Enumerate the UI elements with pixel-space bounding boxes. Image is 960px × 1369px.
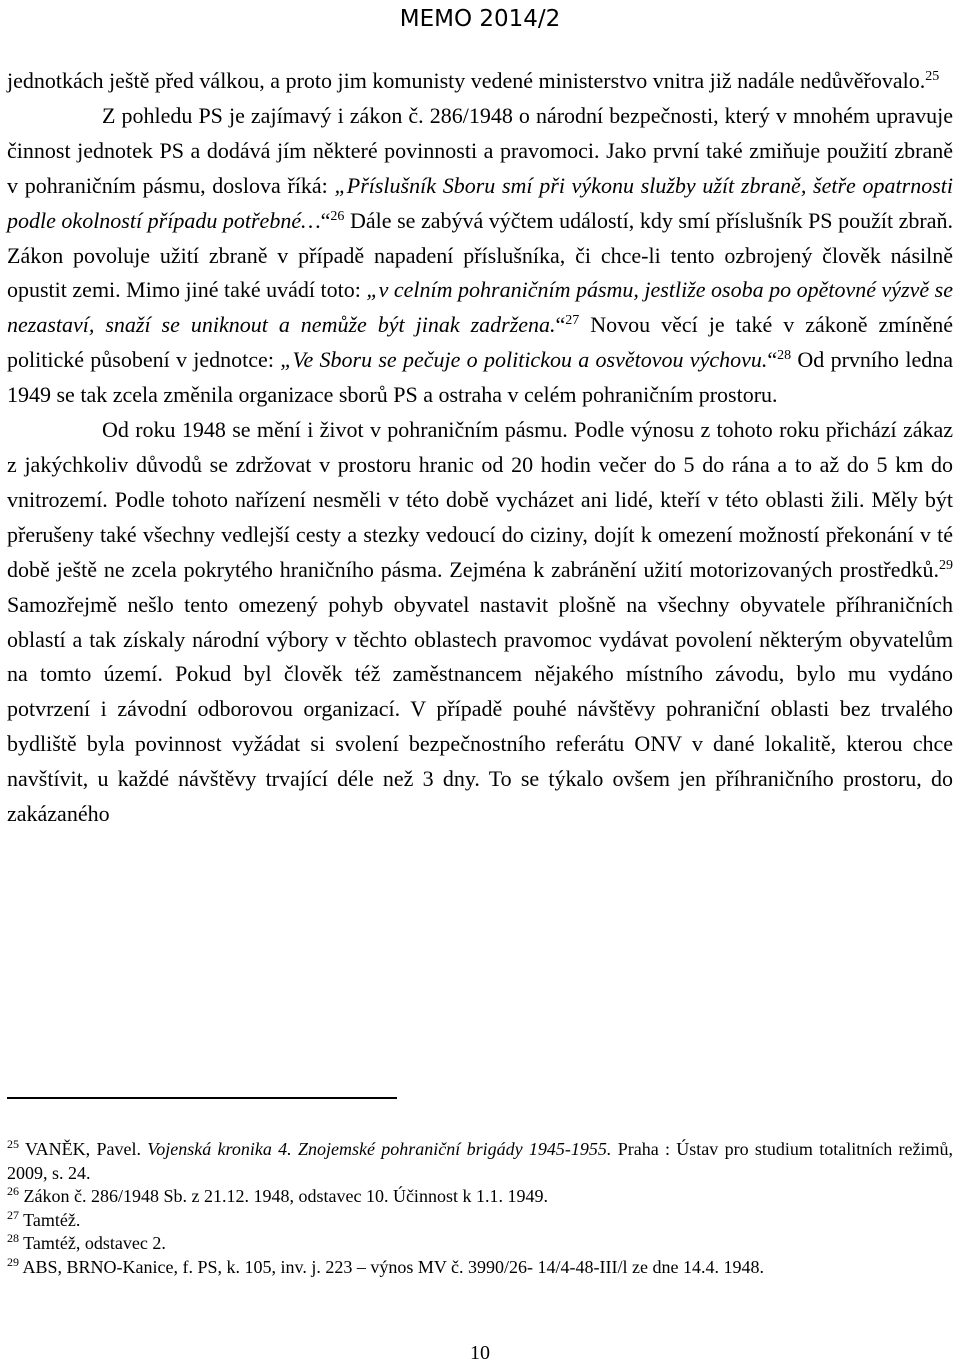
footnote-text: ABS, BRNO-Kanice, f. PS, k. 105, inv. j. 223 – výnos MV č. 3990/26- 14/4-48-III/l ze dne 14.4. 1948. (19, 1256, 764, 1277)
page-header: MEMO 2014/2 (399, 6, 561, 32)
paragraph-2-text-1: Z pohledu PS je zajímavý i zákon č. 286/1948 o národní bezpečnosti, který v mnohém upravuje činnost jednotek PS a dodává jím některé povinnosti a pravomoci. Jako první také zmiňuje použití zbraně v pohraničním pásmu, doslova říká: (7, 102, 953, 198)
footnote-number: 28 (7, 1231, 19, 1245)
footnote-ref-29[interactable]: 29 (939, 557, 953, 573)
footnote-number: 26 (7, 1184, 19, 1198)
page-number: 10 (470, 1342, 490, 1364)
paragraph-2-text-4: Od prvního ledna 1949 se tak zcela změnila organizace sborů PS a ostraha v celém pohraničním prostoru. (7, 347, 953, 408)
footnote-ref-25[interactable]: 25 (925, 69, 940, 84)
footnote-ref-28[interactable]: 28 (777, 348, 792, 364)
footnote-text: Tamtéž. (19, 1209, 81, 1230)
footnote-number: 29 (7, 1254, 19, 1269)
footnote-27 (7, 1209, 953, 1233)
quote-3: „Ve Sboru se pečuje o politickou a osvětovou výchovu. (280, 347, 768, 373)
quote-3-close: “ (767, 347, 778, 373)
footnotes (7, 1138, 953, 1279)
quote-2: „v celním pohraničním pásmu, jestliže osoba po opětovné výzvě se nezastaví, snaží se uniknout a nemůže být jinak zadržena. (7, 277, 953, 338)
paragraph-2-text-3: Novou věcí je také v zákoně zmíněné politické působení v jednotce: (7, 312, 953, 373)
footnote-title: Vojenská kronika 4. Znojemské pohraniční brigády 1945-1955. (147, 1139, 612, 1159)
footnote-25 (7, 1138, 953, 1185)
footnote-ref-27[interactable]: 27 (565, 313, 580, 329)
footnote-text: Praha : Ústav pro studium totalitních režimů, 2009, s. 24. (7, 1139, 953, 1183)
footnote-text: Tamtéž, odstavec 2. (19, 1233, 166, 1253)
footnote-number: 27 (7, 1207, 19, 1222)
footnote-separator (7, 1097, 397, 1099)
paragraph-2-text-2: Dále se zabývá výčtem událostí, kdy smí příslušník PS použít zbraň. Zákon povoluje užití zbraně v případě napadení příslušníka, či chce-li tento ozbrojený člověk násilně opustit zemi. Mimo jiné také uvádí toto: (7, 207, 953, 303)
paragraph-2 (7, 99, 953, 413)
footnote-text: Zákon č. 286/1948 Sb. z 21.12. 1948, odstavec 10. Účinnost k 1.1. 1949. (19, 1186, 548, 1206)
paragraph-3-text-2: Samozřejmě nešlo tento omezený pohyb obyvatel nastavit plošně na všechny obyvatele příhraničních oblastí a tak získaly národní výbory v těchto oblastech pravomoc vydávat povolení některým obyvatelům na tomto území. Pokud byl člověk též zaměstnancem nějakého místního závodu, bylo mu vydáno potvrzení i závodní odborovou organizací. V případě pouhé návštěvy pohraniční oblasti bez trvalého bydliště byla povinnost vyžádat si svolení bezpečnostního referátu ONV v dané lokalitě, kterou chce navštívit, u každé návštěvy trvající déle než 3 dny. To se týkalo ovšem jen příhraničního prostoru, do zakázaného (7, 591, 953, 827)
footnote-29 (7, 1256, 953, 1280)
footnote-28 (7, 1232, 953, 1256)
quote-2-close: “ (555, 312, 566, 338)
paragraph-1-text: jednotkách ještě před válkou, a proto jim komunisty vedené ministerstvo vnitra již nadále nedůvěřovalo. (7, 68, 926, 93)
main-text (7, 64, 953, 832)
paragraph-3-text-1: Od roku 1948 se mění i život v pohraničním pásmu. Podle výnosu z tohoto roku přichází zákaz z jakýchkoliv důvodů se zdržovat v prostoru hranic od 20 hodin večer do 5 do rána a to až do 5 km do vnitrozemí. Podle tohoto nařízení nesměli v této době vycházet ani lidé, kteří v této oblasti žili. Měly být přerušeny také všechny vedlejší cesty a stezky vedoucí do ciziny, dojít k omezení možností překonání v té době ještě ne zcela pokrytého hraničního pásma. Zejména k zabránění užití motorizovaných prostředků. (7, 417, 953, 582)
footnote-26 (7, 1185, 953, 1209)
quote-1: „Příslušník Sboru smí při výkonu služby užít zbraně, šetře opatrnosti podle okolností případu potřebné… (7, 172, 953, 233)
footnote-text: VANĚK, Pavel. (19, 1139, 148, 1159)
footnote-ref-26[interactable]: 26 (330, 208, 345, 224)
footnote-number: 25 (7, 1137, 19, 1151)
paragraph-1 (7, 64, 953, 99)
paragraph-3 (7, 413, 953, 832)
quote-1-close: “ (320, 207, 331, 233)
